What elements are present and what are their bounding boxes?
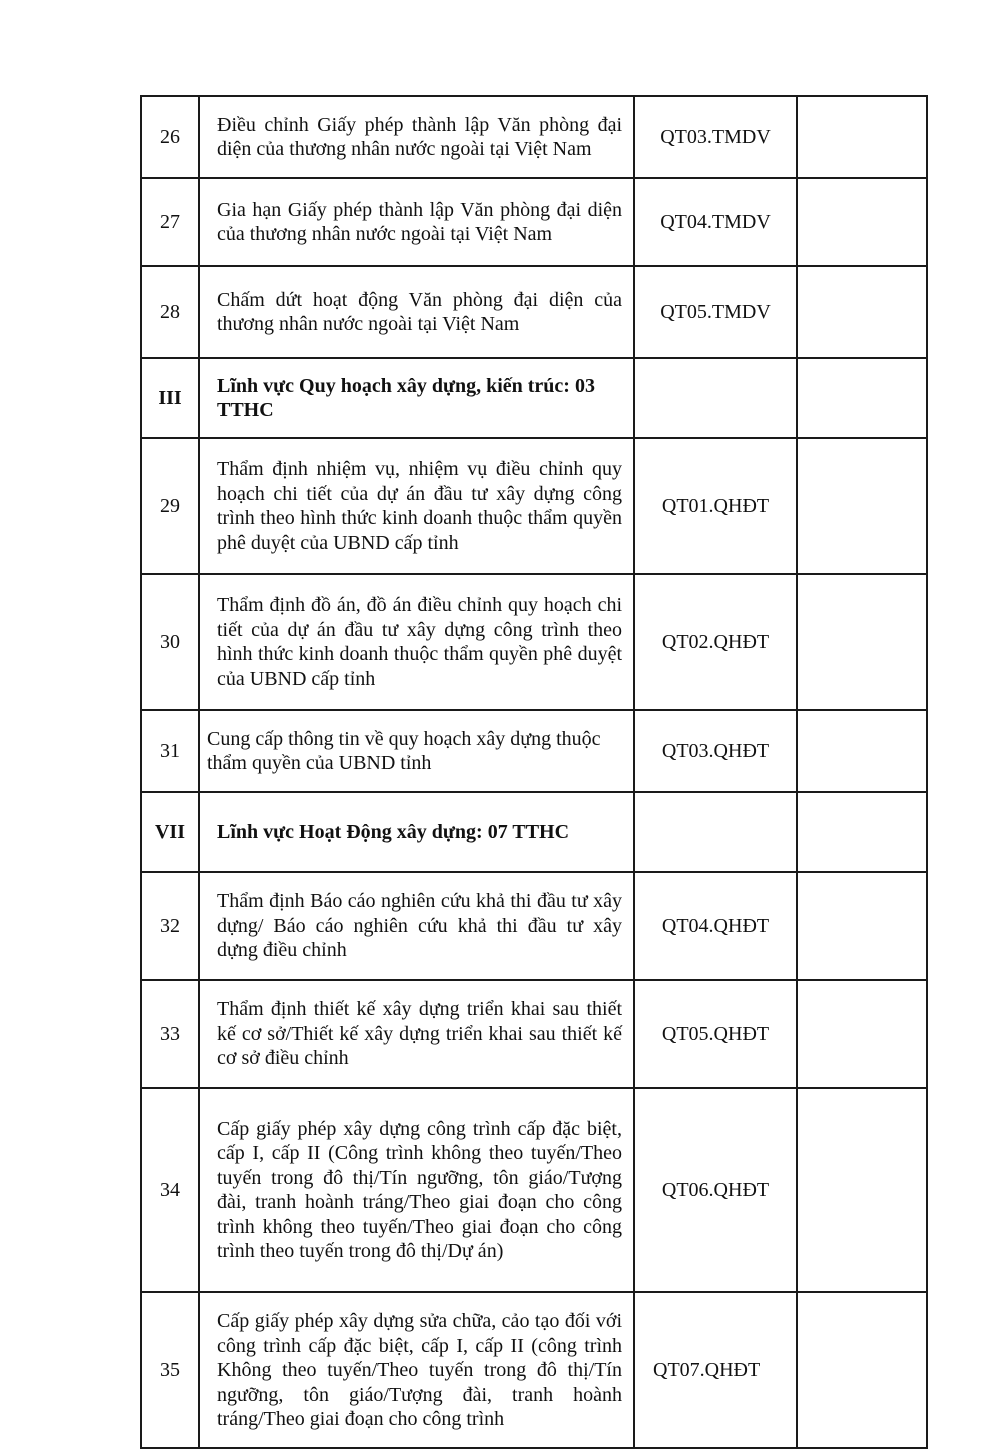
procedure-code: QT03.TMDV [634, 96, 797, 178]
procedure-code: QT03.QHĐT [634, 710, 797, 792]
note-cell [797, 178, 927, 266]
table-row [141, 710, 927, 792]
procedure-name-text: Cấp giấy phép xây dựng sửa chữa, cảo tạo đối với công trình cấp đặc biệt, cấp I, cấp II (công trình Không theo tuyến/Theo tuyến trong đô thị/Tín ngưỡng, tôn giáo/Tượng đài, tranh hoành tráng/Theo giai đoạn cho công trình [217, 1310, 622, 1430]
procedure-name: Cấp giấy phép xây dựng công trình cấp đặc biệt, cấp I, cấp II (Công trình không theo tuyến/Theo tuyến trong đô thị/Tín ngưỡng, tôn giáo/Tượng đài, tranh hoành tráng/Theo giai đoạn cho công trình không theo tuyến/Theo giai đoạn cho công trình theo tuyến trong đô thị/Dự án) [199, 1088, 634, 1292]
procedure-code [634, 358, 797, 438]
note-cell [797, 438, 927, 574]
table-row [141, 266, 927, 358]
row-number: 34 [141, 1088, 199, 1292]
procedure-code: QT01.QHĐT [634, 438, 797, 574]
table-row [141, 438, 927, 574]
procedure-code: QT05.QHĐT [634, 980, 797, 1088]
section-header-row [141, 358, 927, 438]
procedure-name: Gia hạn Giấy phép thành lập Văn phòng đại diện của thương nhân nước ngoài tại Việt Nam [199, 178, 634, 266]
procedure-code: QT07.QHĐT [634, 1292, 797, 1448]
table-row [141, 1292, 927, 1448]
procedure-code: QT04.TMDV [634, 178, 797, 266]
procedure-code: QT04.QHĐT [634, 872, 797, 980]
row-number: 29 [141, 438, 199, 574]
procedure-code [634, 792, 797, 872]
table-row [141, 96, 927, 178]
row-number: 33 [141, 980, 199, 1088]
row-number: 28 [141, 266, 199, 358]
procedure-name: Thẩm định thiết kế xây dựng triển khai sau thiết kế cơ sở/Thiết kế xây dựng triển khai sau thiết kế cơ sở điều chỉnh [199, 980, 634, 1088]
section-title: Lĩnh vực Hoạt Động xây dựng: 07 TTHC [199, 792, 634, 872]
note-cell [797, 1292, 927, 1448]
procedure-name: Cung cấp thông tin về quy hoạch xây dựng thuộc thẩm quyền của UBND tỉnh [199, 710, 634, 792]
note-cell [797, 1088, 927, 1292]
table-row [141, 1088, 927, 1292]
note-cell [797, 710, 927, 792]
row-number: 27 [141, 178, 199, 266]
note-cell [797, 96, 927, 178]
table-row [141, 872, 927, 980]
table-row [141, 980, 927, 1088]
procedure-name: Chấm dứt hoạt động Văn phòng đại diện của thương nhân nước ngoài tại Việt Nam [199, 266, 634, 358]
procedure-name: Thẩm định nhiệm vụ, nhiệm vụ điều chỉnh quy hoạch chi tiết của dự án đầu tư xây dựng công trình theo hình thức kinh doanh thuộc thẩm quyền phê duyệt của UBND cấp tỉnh [199, 438, 634, 574]
section-number: VII [141, 792, 199, 872]
procedure-code: QT02.QHĐT [634, 574, 797, 710]
note-cell [797, 792, 927, 872]
note-cell [797, 872, 927, 980]
procedure-code: QT06.QHĐT [634, 1088, 797, 1292]
procedure-name [199, 1292, 634, 1448]
note-cell [797, 574, 927, 710]
table-row [141, 574, 927, 710]
procedure-name: Thẩm định Báo cáo nghiên cứu khả thi đầu tư xây dựng/ Báo cáo nghiên cứu khả thi đầu tư xây dựng điều chỉnh [199, 872, 634, 980]
section-number: III [141, 358, 199, 438]
row-number: 26 [141, 96, 199, 178]
row-number: 35 [141, 1292, 199, 1448]
procedure-name: Điều chỉnh Giấy phép thành lập Văn phòng đại diện của thương nhân nước ngoài tại Việt Nam [199, 96, 634, 178]
row-number: 32 [141, 872, 199, 980]
procedure-name: Thẩm định đồ án, đồ án điều chỉnh quy hoạch chi tiết của dự án đầu tư xây dựng công trình theo hình thức kinh doanh thuộc thẩm quyền phê duyệt của UBND cấp tỉnh [199, 574, 634, 710]
row-number: 31 [141, 710, 199, 792]
procedure-table [140, 95, 928, 1449]
note-cell [797, 980, 927, 1088]
procedure-code: QT05.TMDV [634, 266, 797, 358]
section-title: Lĩnh vực Quy hoạch xây dựng, kiến trúc: 03 TTHC [199, 358, 634, 438]
note-cell [797, 358, 927, 438]
section-header-row [141, 792, 927, 872]
table-row [141, 178, 927, 266]
row-number: 30 [141, 574, 199, 710]
note-cell [797, 266, 927, 358]
